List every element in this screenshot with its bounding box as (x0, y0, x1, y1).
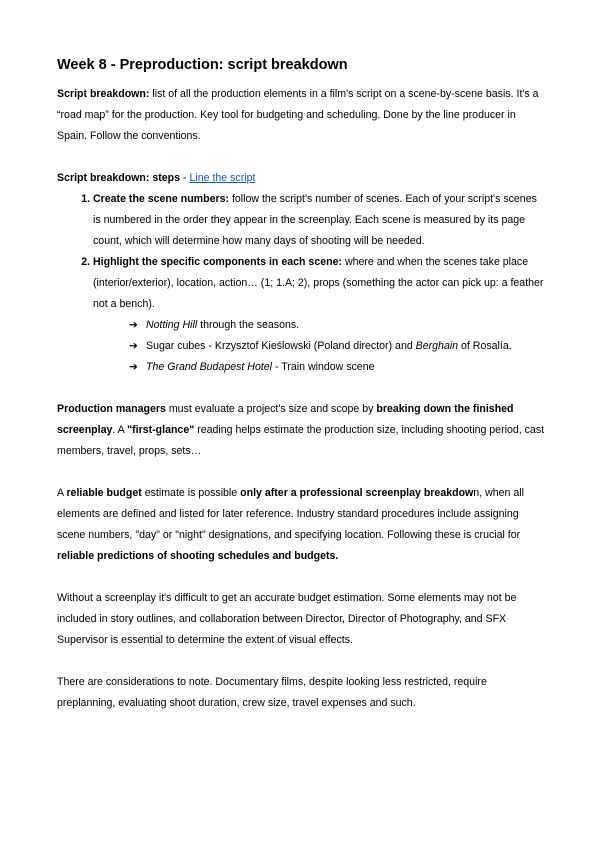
definition-term: Script breakdown: (57, 88, 150, 100)
step-title: Create the scene numbers: (93, 193, 230, 205)
examples-list (93, 315, 545, 378)
steps-heading-label: Script breakdown: steps (57, 172, 181, 184)
arrow-icon: ➔ (129, 340, 138, 352)
screenplay-paragraph: Without a screenplay it's difficult to get an accurate budget estimation. Some elements may not be included in story outlines, and collaboration between Director, Director of Photography, and SFX Supervisor is essential to determine the extent of visual effects. (57, 592, 517, 646)
production-managers-paragraph: Production managers must evaluate a project's size and scope by breaking down the finished screenplay. A "first-glance" reading helps estimate the production size, including shooting period, cast members, travel, props, sets… (57, 403, 545, 457)
step-text: where and when the scenes take place (interior/exterior), location, action… (1; 1.A; 2), props (something the actor can pick up: a feather not a bench). (93, 256, 544, 310)
definition-paragraph (57, 84, 545, 147)
step-title: Highlight the specific components in each scene: (93, 256, 342, 268)
step-text: follow the script's number of scenes. Each of your script's scenes is numbered in the order they appear in the screenplay. Each scene is measured by its page count, which will determine how many days of shooting will be needed. (93, 193, 537, 247)
document-page (57, 55, 545, 735)
line-the-script-link[interactable]: Line the script (189, 172, 256, 184)
page-title: Week 8 - Preproduction: script breakdown (57, 57, 348, 73)
step-item (93, 189, 545, 252)
steps-heading: Script breakdown: steps - Line the script (57, 172, 256, 184)
example-item: ➔ The Grand Budapest Hotel - Train window scene (129, 357, 545, 378)
steps-list (57, 189, 545, 378)
example-item: ➔ Notting Hill through the seasons. (129, 315, 545, 336)
arrow-icon: ➔ (129, 319, 138, 331)
reliable-budget-paragraph: A reliable budget estimate is possible only after a professional screenplay breakdown, when all elements are defined and listed for later reference. Industry standard procedures include assigning scene numbers, "day" or "night" designations, and specifying location. Following these is crucial for reliable predictions of shooting schedules and budgets. (57, 487, 524, 562)
example-item: ➔ Sugar cubes - Krzysztof Kieślowski (Poland director) and Berghain of Rosalía. (129, 336, 545, 357)
arrow-icon: ➔ (129, 361, 138, 373)
definition-text: list of all the production elements in a film's script on a scene-by-scene basis. It's a “road map” for the production. Key tool for budgeting and scheduling. Done by the line producer in Spain. Follow the conventions. (57, 88, 539, 142)
step-item (93, 252, 545, 378)
considerations-paragraph: There are considerations to note. Documentary films, despite looking less restricted, require preplanning, evaluating shoot duration, crew size, travel expenses and such. (57, 676, 487, 709)
